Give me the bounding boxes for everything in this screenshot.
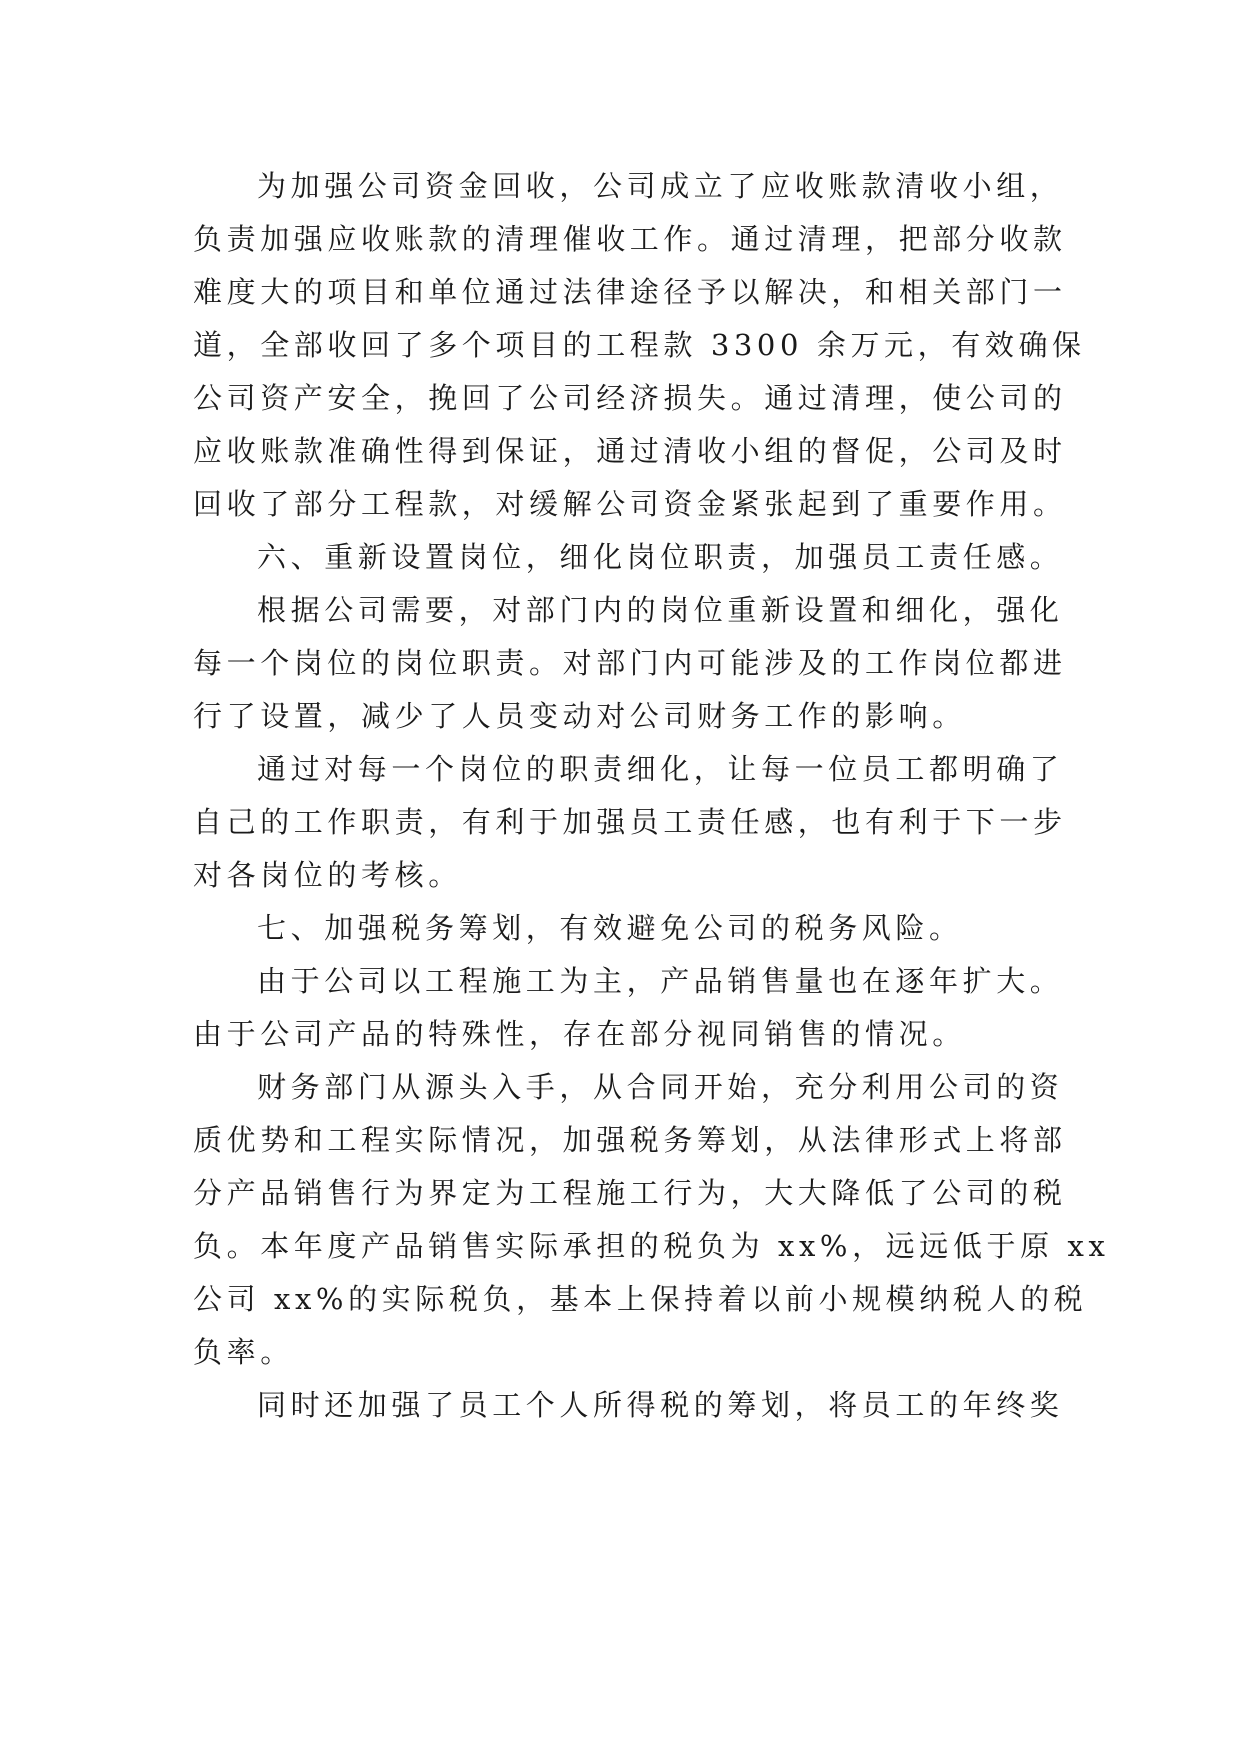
text-line: 对各岗位的考核。	[193, 858, 462, 892]
text-line: 同时还加强了员工个人所得税的筹划，将员工的年终奖	[257, 1388, 1064, 1422]
text-line: 公司资产安全，挽回了公司经济损失。通过清理，使公司的	[193, 381, 1067, 415]
text-line: 负责加强应收账款的清理催收工作。通过清理，把部分收款	[193, 222, 1067, 256]
text-line: 道，全部收回了多个项目的工程款 3300 余万元，有效确保	[193, 328, 1086, 362]
text-line: 由于公司以工程施工为主，产品销售量也在逐年扩大。	[257, 964, 1064, 998]
section-heading: 六、重新设置岗位，细化岗位职责，加强员工责任感。	[257, 540, 1064, 574]
section-heading: 七、加强税务筹划，有效避免公司的税务风险。	[257, 911, 963, 945]
text-line: 公司 xx%的实际税负，基本上保持着以前小规模纳税人的税	[193, 1282, 1088, 1316]
text-line: 质优势和工程实际情况，加强税务筹划，从法律形式上将部	[193, 1123, 1067, 1157]
text-line: 由于公司产品的特殊性，存在部分视同销售的情况。	[193, 1017, 966, 1051]
text-line: 分产品销售行为界定为工程施工行为，大大降低了公司的税	[193, 1176, 1067, 1210]
text-line: 负率。	[193, 1335, 294, 1369]
text-line: 自己的工作职责，有利于加强员工责任感，也有利于下一步	[193, 805, 1067, 839]
text-line: 行了设置，减少了人员变动对公司财务工作的影响。	[193, 699, 966, 733]
text-line: 每一个岗位的岗位职责。对部门内可能涉及的工作岗位都进	[193, 646, 1067, 680]
text-line: 通过对每一个岗位的职责细化，让每一位员工都明确了	[257, 752, 1064, 786]
text-line: 应收账款准确性得到保证，通过清收小组的督促，公司及时	[193, 434, 1067, 468]
text-line: 为加强公司资金回收，公司成立了应收账款清收小组，	[257, 169, 1064, 203]
text-line: 负。本年度产品销售实际承担的税负为 xx%，远远低于原 xx	[193, 1229, 1110, 1263]
text-line: 难度大的项目和单位通过法律途径予以解决，和相关部门一	[193, 275, 1067, 309]
text-line: 根据公司需要，对部门内的岗位重新设置和细化，强化	[257, 593, 1064, 627]
text-line: 财务部门从源头入手，从合同开始，充分利用公司的资	[257, 1070, 1064, 1104]
text-line: 回收了部分工程款，对缓解公司资金紧张起到了重要作用。	[193, 487, 1067, 521]
